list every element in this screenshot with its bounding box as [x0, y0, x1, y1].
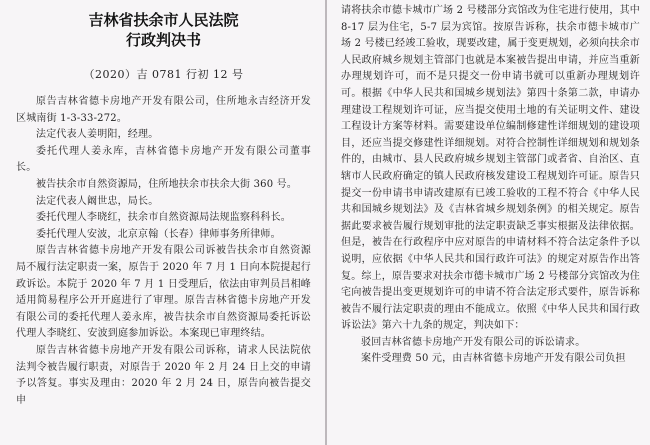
- defendant-paragraph: 被告扶余市自然资源局，住所地扶余市扶余大街 360 号。: [36, 178, 298, 190]
- defendant-agent-1: 委托代理人李晓红，扶余市自然资源局法规监察科科长。: [36, 212, 291, 224]
- plaintiff-claim-paragraph: 原告吉林省德卡房地产开发有限公司诉称，请求人民法院依法判令被告履行职责，对原告于 2020 年 2 月 24 日上交的申请予以答复。事实及理由：2020 年 2 月 24 日，原告向被告提交申: [16, 344, 311, 406]
- reasoning-paragraph: 请将扶余市德卡城市广场 2 号楼部分宾馆改为住宅进行使用，其中 8-17 层为住宅，5-7 层为宾馆。按原告诉称，扶余市德卡城市广场 2 号楼已经竣工验收，现要改建，属于变更规划，必须向扶余市人民政府城乡规划主管部门也就是本案被告提出申请，并应当重新办理规划许可，而不是只提交一份申请书就可以重新办理规划许可。根据《中华人民共和国城乡规划法》第四十条第二款，申请办理建设工程规划许可证，应当提交使用土地的有关证明文件、建设工程设计方案等材料。需要建设单位编制修建性详细规划的建设项目，还应当提交修建性详细规划。对符合控制性详细规划和规划条件的，由城市、县人民政府城乡规划主管部门或者省、自治区、直辖市人民政府确定的镇人民政府核发建设工程规划许可证。原告只提交一份申请书申请改建原有已竣工验收的工程不符合《中华人民共和国城乡规划法》及《吉林省城乡规划条例》的相关规定。原告据此要求被告履行规划审批的法定职责缺乏事实根据及法律依据。但是，被告在行政程序中应对原告的申请材料不符合法定条件予以说明，应依据《中华人民共和国行政许可法》的规定对原告作出答复。综上，原告要求对扶余市德卡城市广场 2 号楼部分宾馆改为住宅向被告提出变更规划许可的申请不符合法定形式要件，原告诉称被告不履行法定职责的理由不能成立。依照《中华人民共和国行政诉讼法》第六十九条的规定，判决如下：: [341, 5, 640, 332]
- defendant-legal-rep: 法定代表人阚世忠，局长。: [36, 195, 159, 207]
- court-name: 吉林省扶余市人民法院: [88, 11, 239, 29]
- court-fee-paragraph: 案件受理费 50 元，由吉林省德卡房地产开发有限公司负担: [361, 353, 626, 365]
- document-type: 行政判决书: [125, 31, 201, 49]
- case-number: （2020）吉 0781 行初 12 号: [83, 68, 244, 81]
- defendant-agent-2: 委托代理人安波，北京京翰（长春）律师事务所律师。: [36, 228, 281, 240]
- plaintiff-agent: 委托代理人姜永库，吉林省德卡房地产开发有限公司董事长。: [16, 145, 311, 174]
- verdict-paragraph: 驳回吉林省德卡房地产开发有限公司的诉讼请求。: [361, 336, 586, 348]
- case-procedure-paragraph: 原告吉林省德卡房地产开发有限公司诉被告扶余市自然资源局不履行法定职责一案，原告于 2020 年 7 月 1 日向本院提起行政诉讼。本院于 2020 年 7 月 1 日受理后，依法由审判员吕相峰适用简易程序公开开庭进行了审理。原告吉林省德卡房地产开发有限公司的委托代理人姜永库，被告扶余市自然资源局委托诉讼代理人李晓红、安波到庭参加诉讼。本案现已审理终结。: [16, 245, 311, 340]
- plaintiff-paragraph: 原告吉林省德卡房地产开发有限公司，住所地永吉经济开发区城南街 1-3-33-272。: [16, 96, 311, 124]
- plaintiff-legal-rep: 法定代表人姜明阳，经理。: [36, 129, 159, 141]
- judgment-page-right: [327, 0, 650, 445]
